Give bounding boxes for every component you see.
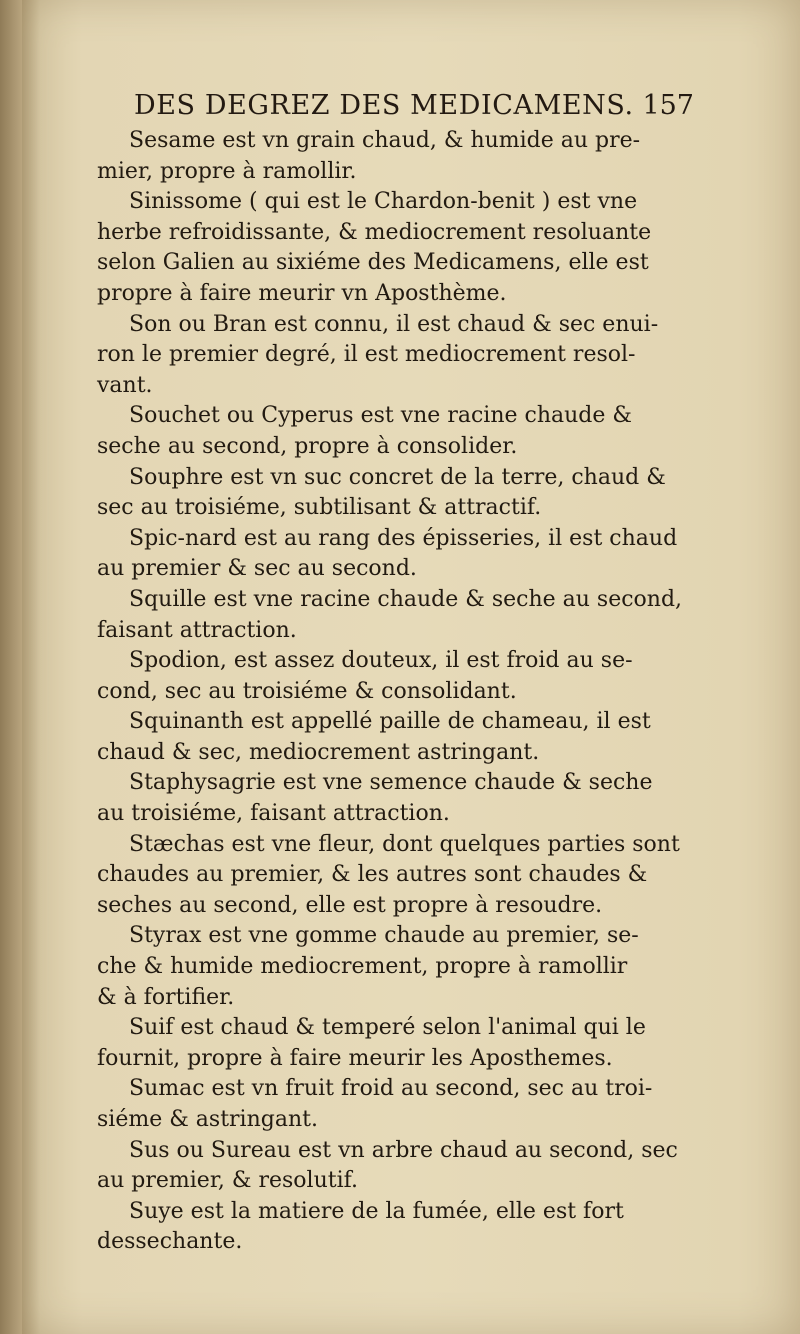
text-line: Souphre est vn suc concret de la terre, chaud & [129,464,666,490]
text-line: chaudes au premier, & les autres sont chaudes & [97,862,648,888]
text-line: sec au troisiéme, subtilisant & attractif. [97,495,542,521]
text-line: Sinissome ( qui est le Chardon-benit ) est vne [129,189,638,215]
running-title: DES DEGREZ DES MEDICAMENS. [134,90,634,121]
page-body-text [97,126,697,1258]
text-line: au premier, & resolutif. [97,1168,358,1194]
text-line: propre à faire meurir vn Aposthème. [97,280,507,306]
text-line: Suye est la matiere de la fumée, elle est fort [129,1198,624,1224]
text-line: au premier & sec au second. [97,556,417,582]
text-line: Stæchas est vne fleur, dont quelques parties sont [129,831,680,857]
text-line: dessechante. [97,1229,243,1255]
text-line: selon Galien au sixiéme des Medicamens, elle est [97,250,649,276]
text-line: Sumac est vn fruit froid au second, sec au troi- [129,1076,653,1102]
text-line: au troisiéme, faisant attraction. [97,801,450,827]
text-line: herbe refroidissante, & mediocrement resoluante [97,219,652,245]
text-line: ron le premier degré, il est mediocrement resol- [97,342,636,368]
text-line: siéme & astringant. [97,1107,318,1132]
text-line: Spic-nard est au rang des épisseries, il est chaud [129,525,678,551]
page-number: 157 [642,90,694,121]
text-line: & à fortifier. [97,984,235,1010]
text-line: Spodion, est assez douteux, il est froid au se- [129,648,633,674]
text-line: Styrax est vne gomme chaude au premier, se- [129,923,639,949]
text-line: Staphysagrie est vne semence chaude & seche [129,770,653,796]
book-page [22,0,800,1334]
text-line: mier, propre à ramollir. [97,158,357,184]
book-binding-edge [0,0,22,1334]
text-line: Squille est vne racine chaude & seche au second, [129,586,683,612]
text-line: Sus ou Sureau est vn arbre chaud au second, sec [129,1137,678,1163]
text-line: seche au second, propre à consolider. [97,433,518,459]
text-line: Suif est chaud & temperé selon l'animal qui le [129,1015,646,1041]
text-line: Sesame est vn grain chaud, & humide au pre- [129,128,641,153]
text-line: Souchet ou Cyperus est vne racine chaude & [129,403,632,429]
text-line: faisant attraction. [97,617,297,643]
text-line: Son ou Bran est connu, il est chaud & sec enui- [129,311,659,337]
text-line: vant. [97,372,153,398]
text-line: fournit, propre à faire meurir les Aposthemes. [97,1045,613,1071]
text-line: che & humide mediocrement, propre à ramollir [97,954,628,980]
text-line: chaud & sec, mediocrement astringant. [97,739,540,765]
text-line: Squinanth est appellé paille de chameau, il est [129,709,651,735]
text-line: seches au second, elle est propre à resoudre. [97,892,603,918]
text-line: cond, sec au troisiéme & consolidant. [97,678,517,704]
